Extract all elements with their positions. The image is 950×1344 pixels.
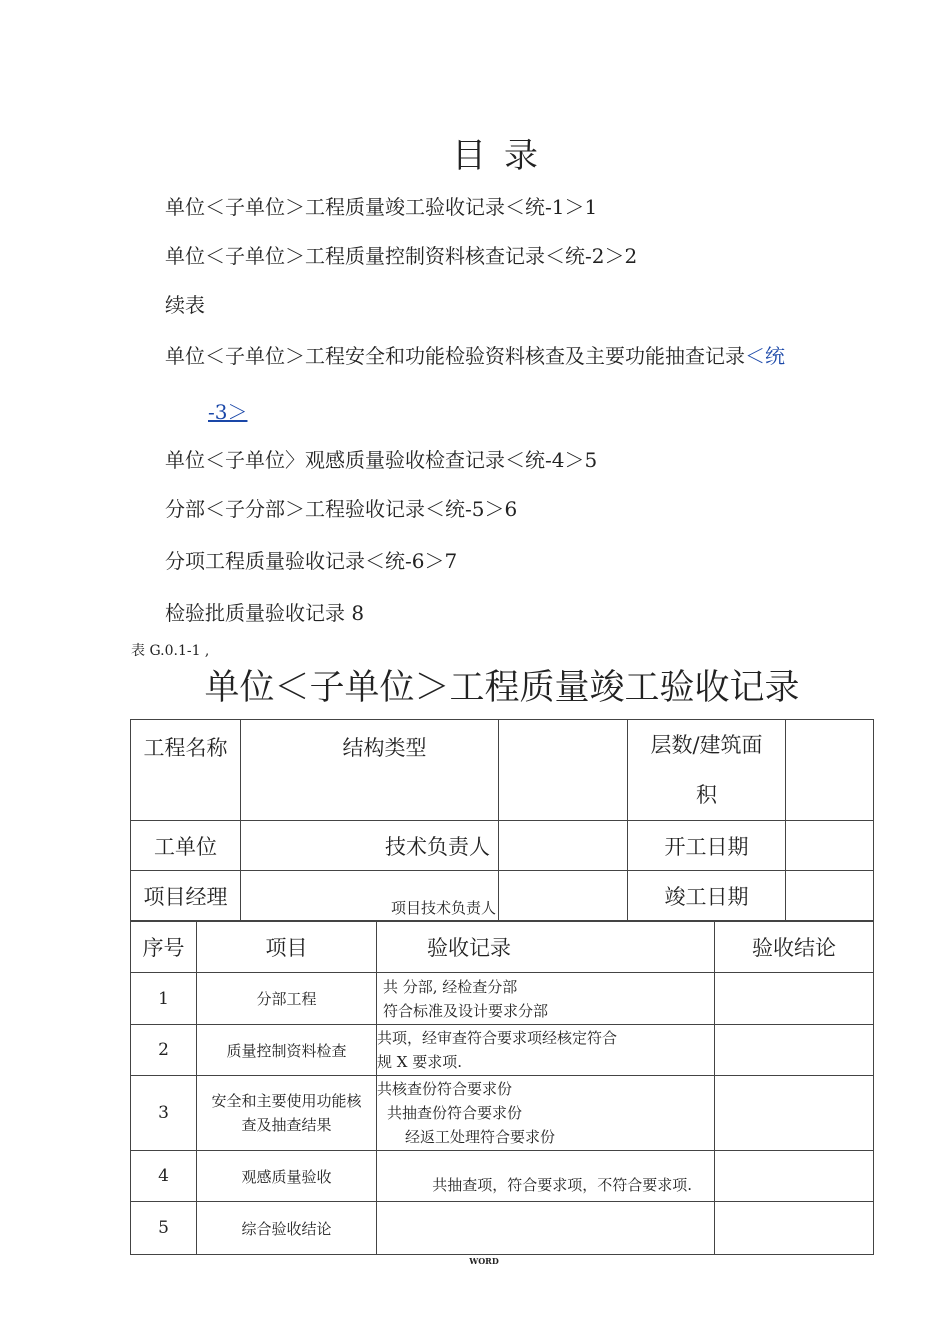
table-row [131, 1151, 874, 1202]
row-item: 分部工程 [197, 973, 377, 1025]
toc-item: 单位＜子单位〉观感质量验收检查记录＜统-4＞5 [165, 448, 598, 472]
column-header: 验收结论 [715, 922, 874, 973]
row-record: 共抽查项，符合要求项，不符合要求项. [377, 1151, 715, 1202]
table-number: 表 G.0.1-1 , [131, 643, 210, 659]
record-line: 规 X 要求项. [377, 1053, 462, 1071]
toc-item: 分部＜子分部＞工程验收记录＜统-5＞6 [165, 497, 518, 521]
floors-area-value[interactable] [786, 720, 874, 821]
footer-word: WORD [469, 1256, 499, 1266]
row-record [377, 1025, 715, 1076]
row-item: 观感质量验收 [197, 1151, 377, 1202]
project-name-label: 工程名称 [131, 720, 241, 821]
tech-lead-value[interactable] [499, 821, 628, 871]
row-record[interactable] [377, 1202, 715, 1255]
toc-link-continuation[interactable]: -3＞ [208, 400, 248, 424]
table-row [131, 1025, 874, 1076]
unit-label: 工单位 [131, 821, 241, 871]
toc-item: 单位＜子单位＞工程质量控制资料核查记录＜统-2＞2 [165, 244, 638, 268]
row-conclusion[interactable] [715, 973, 874, 1025]
floors-area-line: 积 [696, 783, 717, 807]
row-conclusion[interactable] [715, 1202, 874, 1255]
toc-item: 单位＜子单位＞工程质量竣工验收记录＜统-1＞1 [165, 195, 598, 219]
row-conclusion[interactable] [715, 1076, 874, 1151]
row-number: 2 [131, 1025, 197, 1076]
table-row [131, 1202, 874, 1255]
finish-date-value[interactable] [786, 871, 874, 921]
toc-item: 检验批质量验收记录 8 [165, 601, 365, 625]
project-info-table [130, 719, 874, 921]
column-header: 项目 [197, 922, 377, 973]
toc-item-text: 单位＜子单位＞工程安全和功能检验资料核查及主要功能抽查记录 [165, 344, 745, 368]
acceptance-table [130, 921, 874, 1255]
floors-area-line: 层数/建筑面 [650, 733, 763, 757]
tech-lead-label: 技术负责人 [241, 821, 499, 871]
row-item [197, 1076, 377, 1151]
record-line: 共核查份符合要求份 [377, 1080, 513, 1098]
floors-area-label [628, 720, 786, 821]
row-number: 5 [131, 1202, 197, 1255]
row-number: 3 [131, 1076, 197, 1151]
row-number: 4 [131, 1151, 197, 1202]
pm-tech-lead-value[interactable] [499, 871, 628, 921]
pm-label: 项目经理 [131, 871, 241, 921]
structure-type-value[interactable] [499, 720, 628, 821]
column-header: 验收记录 [377, 922, 715, 973]
finish-date-label: 竣工日期 [628, 871, 786, 921]
row-item-line: 安全和主要使用功能核 [211, 1092, 362, 1110]
record-line: 共项，经审查符合要求项经核定符合 [377, 1029, 618, 1047]
toc-item: 分项工程质量验收记录＜统-6＞7 [165, 549, 458, 573]
row-conclusion[interactable] [715, 1025, 874, 1076]
start-date-value[interactable] [786, 821, 874, 871]
structure-type-label: 结构类型 [241, 720, 499, 821]
table-header-row [131, 922, 874, 973]
row-item-line: 查及抽查结果 [241, 1116, 332, 1134]
row-item: 质量控制资料检查 [197, 1025, 377, 1076]
row-record [377, 1076, 715, 1151]
record-line: 共 分部, 经检查分部 [383, 977, 518, 996]
pm-tech-lead-label: 项目技术负责人 [241, 871, 499, 921]
record-line: 共抽查份符合要求份 [387, 1104, 523, 1122]
toc-item: 续表 [165, 293, 205, 317]
form-title: 单位＜子单位＞工程质量竣工验收记录 [204, 668, 800, 708]
column-header: 序号 [131, 922, 197, 973]
start-date-label: 开工日期 [628, 821, 786, 871]
row-record [377, 973, 715, 1025]
row-conclusion[interactable] [715, 1151, 874, 1202]
row-item: 综合验收结论 [197, 1202, 377, 1255]
record-line: 符合标准及设计要求分部 [383, 1001, 549, 1020]
record-line: 经返工处理符合要求份 [405, 1128, 556, 1146]
toc-link-start[interactable]: ＜统 [745, 344, 785, 368]
row-number: 1 [131, 973, 197, 1025]
toc-title: 目录 [452, 136, 556, 176]
toc-item [165, 340, 785, 369]
table-row [131, 973, 874, 1025]
table-row [131, 1076, 874, 1151]
